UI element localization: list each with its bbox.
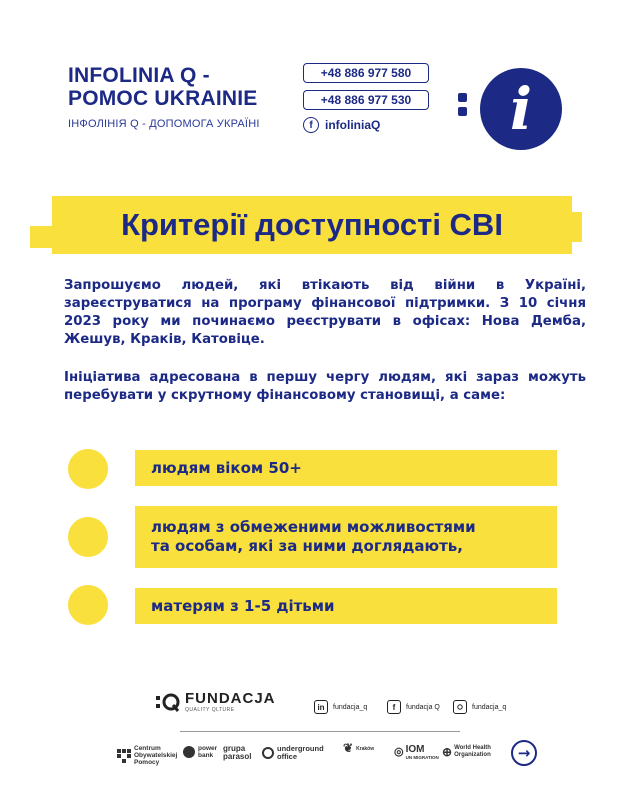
partner-who-name: World Health Organization	[454, 745, 491, 758]
who-emblem-icon: ⊕	[442, 744, 453, 759]
bullet-dot	[68, 585, 108, 625]
partner-grupa-parasol: grupa parasol	[223, 744, 252, 761]
linkedin-handle: fundacja_q	[333, 703, 368, 711]
linkedin-icon: in	[314, 700, 328, 714]
arrow-right-icon: →	[517, 744, 531, 762]
footer-divider	[180, 731, 460, 732]
partner-logo-underground	[262, 745, 333, 761]
facebook-handle: infoliniaQ	[325, 118, 381, 132]
partner-underground-name: underground office	[277, 744, 324, 761]
facebook-link[interactable]	[303, 117, 380, 133]
header-title	[68, 64, 288, 110]
criteria-label-line1: людям з обмеженими можливостями	[151, 518, 476, 536]
fundacja-q-icon	[155, 691, 181, 713]
fundacja-tagline: QUALITY QLTURE	[185, 707, 235, 713]
un-emblem-icon: ◎	[394, 746, 404, 758]
header-title-line1: INFOLINIA Q -	[68, 64, 210, 87]
next-arrow-button[interactable]	[511, 740, 537, 766]
facebook-footer-link[interactable]	[387, 700, 440, 714]
partner-krakow-name: Kraków	[356, 745, 375, 752]
header-subtitle: ІНФОЛІНІЯ Q - ДОПОМОГА УКРАЇНІ	[68, 118, 260, 130]
partner-logo-who	[442, 745, 496, 759]
fundacja-name: FUNDACJA	[185, 690, 276, 707]
underground-logo-icon	[262, 747, 274, 759]
cop-logo-icon	[117, 749, 131, 763]
partner-powerbank-name: power bank	[198, 745, 218, 759]
criteria-label-line2: та особам, які за ними доглядають,	[151, 537, 463, 555]
fundacja-logo	[155, 690, 276, 713]
criteria-item	[135, 588, 557, 624]
powerbank-logo-icon	[183, 746, 195, 758]
page-title: Критерії доступності СВІ	[121, 207, 503, 242]
header-title-line2: POMOC UKRAINIE	[68, 87, 258, 110]
colon-mark-icon	[458, 93, 467, 116]
partner-logo-iom	[394, 745, 439, 760]
initiative-paragraph: Ініціатива адресована в першу чергу людям, які зараз можуть перебувати у скрутному фінансовому становищі, а саме:	[64, 370, 586, 403]
facebook-icon: f	[387, 700, 401, 714]
facebook-icon: f	[303, 117, 319, 133]
partner-logo-cop	[117, 745, 178, 766]
intro-paragraph: Запрошуємо людей, які втікають від війни в Україні, зареєструватися на програму фінансової підтримки. З 10 січня 2023 року ми починаємо реєструвати в офісах: Нова Демба, Жешув, Краків, Катовіце.	[64, 278, 586, 347]
partner-cop-name: Centrum Obywatelskiej Pomocy	[134, 745, 178, 766]
criteria-label: людям віком 50+	[151, 458, 302, 477]
phone-number-2[interactable]: +48 886 977 530	[303, 90, 429, 110]
criteria-item	[135, 450, 557, 486]
partner-iom-sub: UN MIGRATION	[405, 755, 439, 760]
instagram-icon	[453, 700, 467, 714]
krakow-crest-icon: ❦	[343, 741, 354, 755]
partner-logo-powerbank	[183, 745, 220, 759]
instagram-link[interactable]	[453, 700, 506, 714]
bullet-dot	[68, 517, 108, 557]
instagram-handle: fundacja_q	[472, 703, 507, 711]
info-icon	[480, 68, 562, 150]
criteria-label: матерям з 1-5 дітьми	[151, 596, 335, 615]
phone-number-1[interactable]: +48 886 977 580	[303, 63, 429, 83]
facebook-footer-handle: fundacja Q	[406, 703, 440, 711]
partner-logo-krakow	[343, 741, 390, 755]
criteria-item	[135, 506, 557, 568]
linkedin-link[interactable]	[314, 700, 367, 714]
bullet-dot	[68, 449, 108, 489]
partner-iom-name: IOM	[405, 744, 425, 755]
info-glyph: i	[509, 75, 533, 143]
